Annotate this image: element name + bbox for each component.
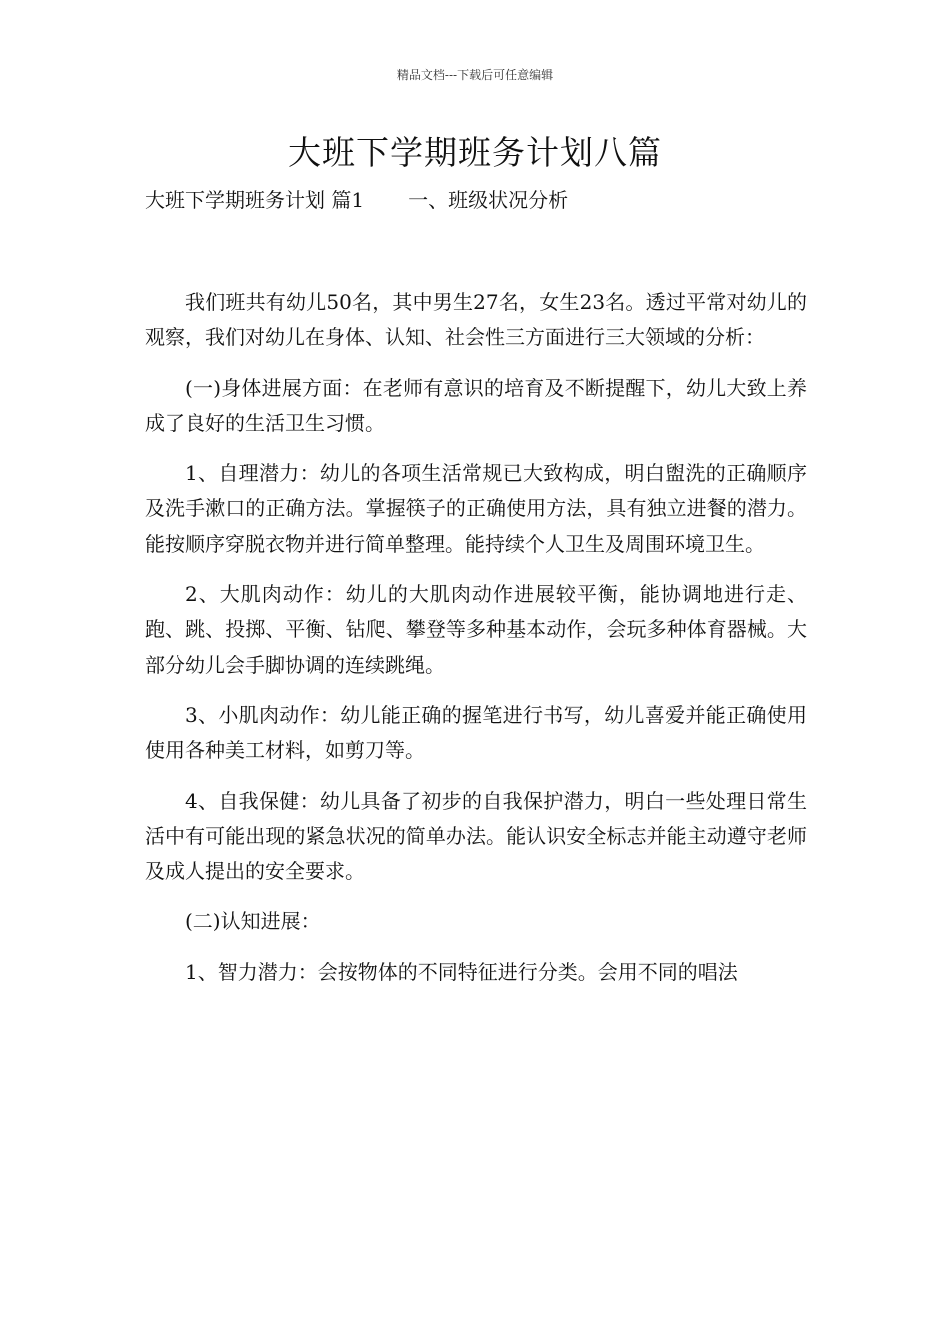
paragraph-gross-motor: 2、大肌肉动作：幼儿的大肌肉动作进展较平衡，能协调地进行走、跑、跳、投掷、平衡、钻爬、攀登等多种基本动作，会玩多种体育器械。大部分幼儿会手脚协调的连续跳绳。 — [145, 582, 807, 677]
plan-subtitle: 大班下学期班务计划 篇1 — [145, 188, 365, 212]
paragraph-class-overview: 我们班共有幼儿50名，其中男生27名，女生23名。透过平常对幼儿的观察，我们对幼儿在身体、认知、社会性三方面进行三大领域的分析： — [145, 290, 807, 350]
page-header: 精品文档---下载后可任意编辑 — [396, 68, 554, 82]
paragraph-self-care: 1、自理潜力：幼儿的各项生活常规已大致构成，明白盥洗的正确顺序及洗手漱口的正确方法。掌握筷子的正确使用方法，具有独立进餐的潜力。能按顺序穿脱衣物并进行简单整理。能持续个人卫生及周围环境卫生。 — [145, 461, 807, 556]
paragraph-fine-motor: 3、小肌肉动作：幼儿能正确的握笔进行书写，幼儿喜爱并能正确使用使用各种美工材料，如剪刀等。 — [145, 702, 807, 763]
paragraph-physical-development: (一)身体进展方面：在老师有意识的培育及不断提醒下，幼儿大致上养成了良好的生活卫生习惯。 — [145, 375, 807, 435]
paragraph-self-protection: 4、自我保健：幼儿具备了初步的自我保护潜力，明白一些处理日常生活中有可能出现的紧急状况的简单办法。能认识安全标志并能主动遵守老师及成人提出的安全要求。 — [145, 788, 807, 884]
paragraph-intellectual-ability: 1、智力潜力：会按物体的不同特征进行分类。会用不同的唱法 — [185, 959, 738, 984]
section-heading: 一、班级状况分析 — [408, 188, 569, 212]
document-body — [145, 285, 807, 1005]
document-title: 大班下学期班务计划八篇 — [288, 133, 662, 172]
paragraph-cognitive-heading: (二)认知进展： — [185, 909, 321, 934]
section-heading-line — [145, 184, 568, 216]
